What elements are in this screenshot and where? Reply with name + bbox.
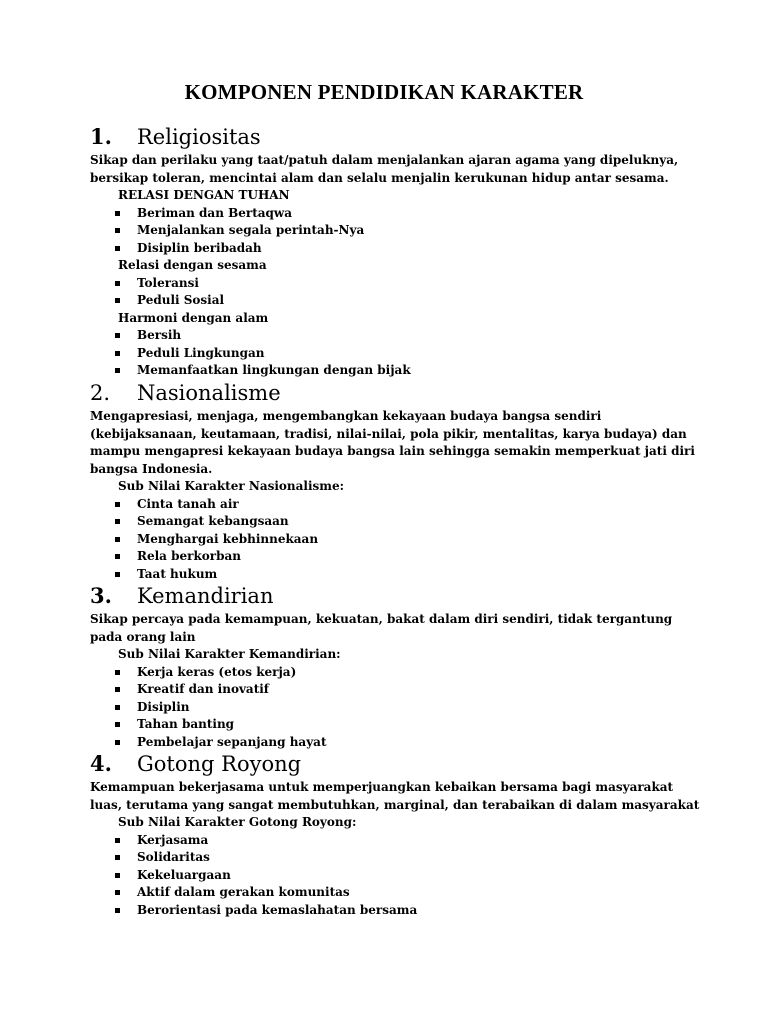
list-item: Disiplin <box>90 699 690 717</box>
paragraph-line: mampu mengapresi kekayaan budaya bangsa lain sehingga semakin memperkuat jati diri <box>90 444 695 458</box>
paragraph-line: Sikap percaya pada kemampuan, kekuatan, bakat dalam diri sendiri, tidak tergantung <box>90 612 673 626</box>
list-item: Kekeluargaan <box>90 867 690 885</box>
bullet-icon <box>115 705 120 710</box>
paragraph-line: Kemampuan bekerjasama untuk memperjuangkan kebaikan bersama bagi masyarakat <box>90 780 674 794</box>
section-nasionalisme <box>90 379 695 583</box>
bullet-icon <box>115 687 120 692</box>
list-item: Kerjasama <box>90 832 690 850</box>
bullet-icon <box>115 908 120 913</box>
section-number: 1. <box>90 124 112 149</box>
bullet-icon <box>115 211 120 216</box>
group-label: Sub Nilai Karakter Gotong Royong: <box>118 815 357 829</box>
bullet-icon <box>115 572 120 577</box>
paragraph-line: Mengapresiasi, menjaga, mengembangkan kekayaan budaya bangsa sendiri <box>90 409 602 423</box>
list-item: Menghargai kebhinnekaan <box>90 531 690 549</box>
paragraph-line: bersikap toleran, mencintai alam dan selalu menjalin kerukunan hidup antar sesama. <box>90 170 669 185</box>
bullet-icon <box>115 519 120 524</box>
section-description <box>90 152 690 187</box>
list-item: Berorientasi pada kemaslahatan bersama <box>90 902 690 920</box>
section-gotong-royong <box>90 750 700 919</box>
paragraph-line: bangsa Indonesia. <box>90 461 213 476</box>
section-number: 3. <box>90 583 112 608</box>
section-heading <box>90 750 690 778</box>
bullet-icon <box>115 281 120 286</box>
paragraph-line: luas, terutama yang sangat membutuhkan, marginal, dan terabaikan di dalam masyarakat <box>90 797 700 812</box>
section-description <box>90 611 690 646</box>
bullet-icon <box>115 554 120 559</box>
list-item: Rela berkorban <box>90 548 690 566</box>
bullet-icon <box>115 228 120 233</box>
bullet-icon <box>115 873 120 878</box>
paragraph-line: pada orang lain <box>90 629 196 644</box>
list-item: Taat hukum <box>90 566 690 584</box>
bullet-icon <box>115 502 120 507</box>
section-kemandirian <box>90 582 690 751</box>
section-title: Nasionalisme <box>137 381 281 405</box>
list-item: Toleransi <box>90 275 690 293</box>
bullet-icon <box>115 298 120 303</box>
bullet-icon <box>115 722 120 727</box>
bullet-icon <box>115 670 120 675</box>
group-label: RELASI DENGAN TUHAN <box>118 188 290 202</box>
list-item: Memanfaatkan lingkungan dengan bijak <box>90 362 690 380</box>
section-number: 4. <box>90 751 112 776</box>
group-label: Harmoni dengan alam <box>118 310 269 325</box>
list-item: Semangat kebangsaan <box>90 513 690 531</box>
section-heading <box>90 379 690 407</box>
section-number: 2. <box>90 381 111 405</box>
list-item: Tahan banting <box>90 716 690 734</box>
list-item: Aktif dalam gerakan komunitas <box>90 884 690 902</box>
list-item: Cinta tanah air <box>90 496 690 514</box>
list-item: Pembelajar sepanjang hayat <box>90 734 690 752</box>
list-item: Bersih <box>90 327 690 345</box>
bullet-icon <box>115 333 120 338</box>
section-title: Kemandirian <box>137 584 274 608</box>
section-religiositas <box>90 123 690 380</box>
section-title: Religiositas <box>137 125 261 149</box>
list-item: Disiplin beribadah <box>90 240 690 258</box>
paragraph-line: Sikap dan perilaku yang taat/patuh dalam menjalankan ajaran agama yang dipeluknya, <box>90 153 679 167</box>
list-item: Solidaritas <box>90 849 690 867</box>
bullet-icon <box>115 537 120 542</box>
bullet-icon <box>115 740 120 745</box>
section-description <box>90 779 700 814</box>
list-item: Kreatif dan inovatif <box>90 681 690 699</box>
list-item: Beriman dan Bertaqwa <box>90 205 690 223</box>
group-label: Sub Nilai Karakter Kemandirian: <box>118 647 341 661</box>
list-item: Peduli Lingkungan <box>90 345 690 363</box>
page-title: KOMPONEN PENDIDIKAN KARAKTER <box>184 80 584 104</box>
section-title: Gotong Royong <box>137 752 302 776</box>
section-heading <box>90 123 690 151</box>
bullet-icon <box>115 838 120 843</box>
bullet-icon <box>115 246 120 251</box>
bullet-icon <box>115 351 120 356</box>
section-heading <box>90 582 690 610</box>
bullet-icon <box>115 890 120 895</box>
list-item: Peduli Sosial <box>90 292 690 310</box>
list-item: Kerja keras (etos kerja) <box>90 664 690 682</box>
bullet-icon <box>115 368 120 373</box>
paragraph-line: (kebijaksanaan, keutamaan, tradisi, nilai-nilai, pola pikir, mentalitas, karya budaya) dan <box>90 426 687 441</box>
group-label: Sub Nilai Karakter Nasionalisme: <box>118 479 345 493</box>
group-label: Relasi dengan sesama <box>118 258 267 272</box>
bullet-icon <box>115 855 120 860</box>
list-item: Menjalankan segala perintah-Nya <box>90 222 690 240</box>
section-description <box>90 408 695 478</box>
